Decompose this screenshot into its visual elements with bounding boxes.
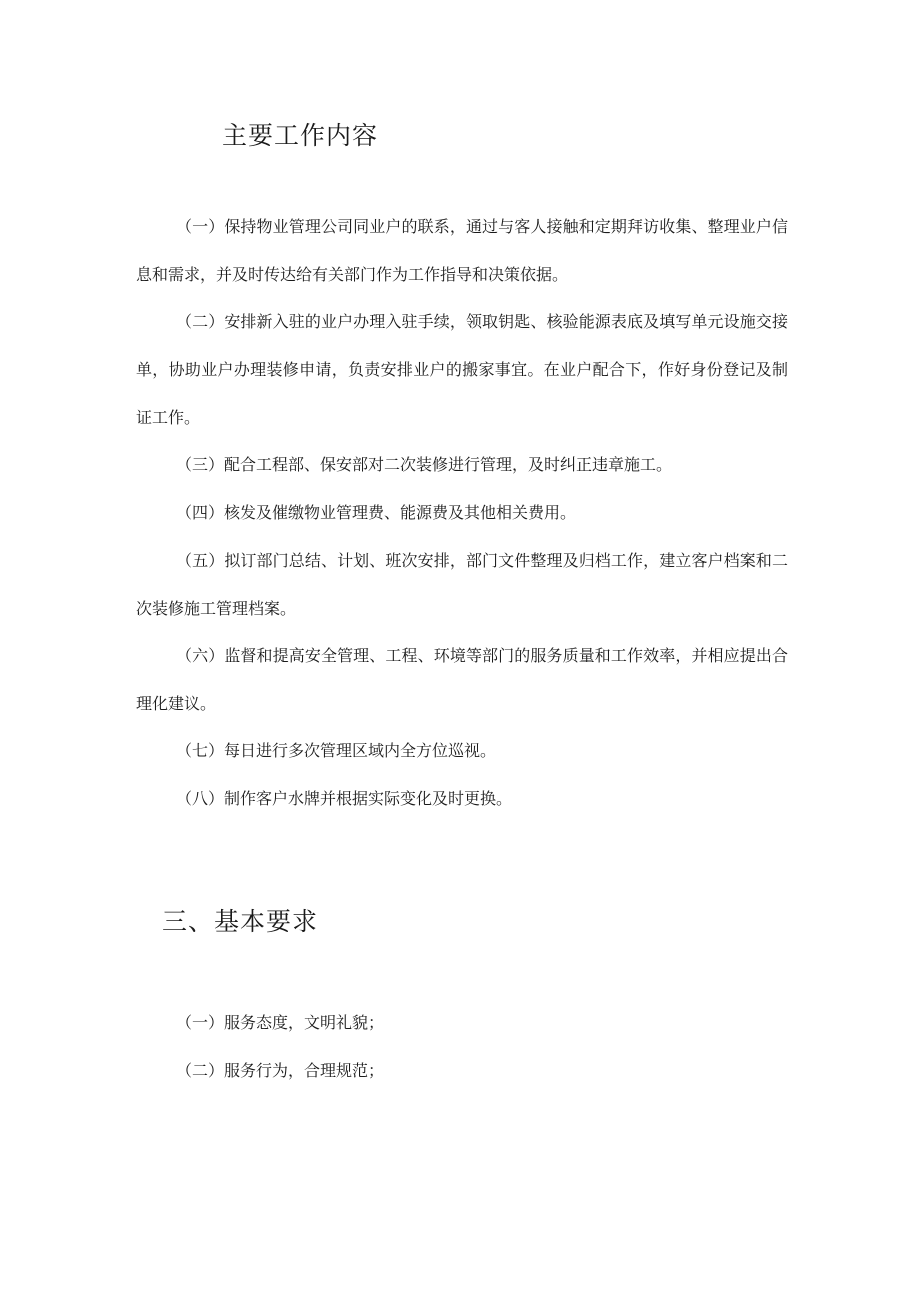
- section-title-basic-requirements: 三、基本要求: [162, 907, 319, 936]
- requirement-item-1: （一）服务态度，文明礼貌；: [176, 1013, 385, 1032]
- work-item-7: （七）每日进行多次管理区域内全方位巡视。: [176, 741, 497, 760]
- work-item-5: （五）拟订部门总结、计划、班次安排，部门文件整理及归档工作，建立客户档案和二次装修施工管理档案。: [136, 551, 788, 618]
- work-item-4: （四）核发及催缴物业管理费、能源费及其他相关费用。: [176, 503, 577, 522]
- work-item-1: （一）保持物业管理公司同业户的联系，通过与客人接触和定期拜访收集、整理业户信息和需求，并及时传达给有关部门作为工作指导和决策依据。: [136, 217, 788, 284]
- requirement-item-2: （二）服务行为，合理规范；: [176, 1061, 385, 1080]
- section-title-main-work: 主要工作内容: [222, 121, 379, 150]
- work-item-8: （八）制作客户水牌并根据实际变化及时更换。: [176, 789, 513, 808]
- work-item-2: （二）安排新入驻的业户办理入驻手续，领取钥匙、核验能源表底及填写单元设施交接单，协助业户办理装修申请，负责安排业户的搬家事宜。在业户配合下，作好身份登记及制证工作。: [136, 312, 788, 427]
- work-item-6: （六）监督和提高安全管理、工程、环境等部门的服务质量和工作效率，并相应提出合理化建议。: [136, 646, 788, 713]
- work-item-3: （三）配合工程部、保安部对二次装修进行管理，及时纠正违章施工。: [176, 455, 673, 474]
